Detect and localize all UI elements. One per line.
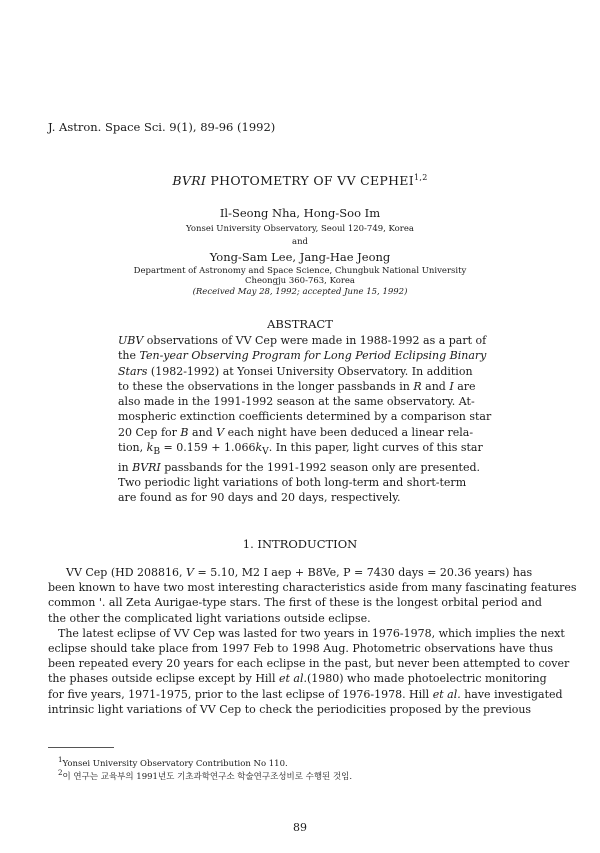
text-run: to these the observations in the longer passbands in — [118, 379, 414, 393]
section-heading: 1. INTRODUCTION — [242, 537, 358, 551]
text-run: 20 Cep for — [118, 425, 181, 439]
italic-term: UBV — [118, 334, 144, 347]
text-run: = 5.10, M2 I aep + B8Ve, P = 7430 days = 20.36 years) has — [194, 566, 533, 579]
text-run: and — [421, 379, 450, 393]
text-run: each night have been deduced a linear rela- — [224, 425, 474, 439]
text-run: VV Cep (HD 208816, — [66, 566, 187, 579]
italic-term: k — [255, 441, 263, 455]
text-run: the phases outside eclipse except by Hill — [48, 672, 279, 686]
italic-term: I — [449, 379, 454, 393]
title-footnote-marks: 1,2 — [413, 173, 428, 182]
text-run: are — [453, 379, 476, 393]
text-run: in — [118, 460, 133, 474]
abstract-line: also made in the 1991-1992 season at the same observatory. At- — [118, 395, 475, 409]
authors-group-1: Il-Seong Nha, Hong-Soo Im — [219, 206, 381, 220]
subscript: V — [262, 446, 269, 458]
body-line: The latest eclipse of VV Cep was lasted for two years in 1976-1978, which implies the next — [58, 626, 565, 640]
body-line — [48, 687, 563, 702]
received-dates: (Received May 28, 1992; accepted June 15, 1992) — [192, 287, 408, 297]
affiliation-2 — [0, 266, 600, 286]
body-line: been repeated every 20 years for each eclipse in the past, but never been attempted to cover — [48, 657, 570, 671]
abstract-line — [118, 425, 474, 440]
body-line: intrinsic light variations of VV Cep to check the periodicities proposed by the previous — [48, 702, 532, 716]
abstract-line: Two periodic light variations of both long-term and short-term — [118, 475, 467, 489]
footnote-text: 이 연구는 교육부의 1991년도 기초과학연구소 학술연구조성비로 수행된 것임. — [62, 771, 353, 782]
italic-term: R — [413, 379, 422, 393]
body-line: been known to have two most interesting characteristics aside from many fascinating features — [48, 581, 577, 595]
text-run: observations of VV Cep were made in 1988-1992 as a part of — [143, 334, 487, 347]
body-line: eclipse should take place from 1997 Feb to 1998 Aug. Photometric observations have thus — [48, 642, 554, 656]
footnote-2 — [58, 768, 352, 782]
page-number: 89 — [293, 821, 307, 834]
text-run: for five years, 1971-1975, prior to the last eclipse of 1976-1978. Hill — [48, 687, 433, 701]
abstract-line — [118, 379, 476, 394]
text-run: tion, — [118, 441, 147, 455]
italic-term: V — [216, 425, 225, 439]
footnote-1 — [58, 755, 288, 769]
abstract-line — [118, 348, 487, 363]
journal-reference: J. Astron. Space Sci. 9(1), 89-96 (1992) — [48, 120, 276, 134]
text-run: have investigated — [460, 687, 563, 701]
abstract-line — [118, 333, 487, 348]
abstract-line: mospheric extinction coefficients determined by a comparison star — [118, 410, 492, 424]
authors-conjunction: and — [292, 237, 308, 247]
footnote-mark: 2 — [58, 768, 63, 777]
abstract-line: are found as for 90 days and 20 days, respectively. — [118, 491, 401, 505]
footnote-divider — [48, 747, 114, 748]
body-line: common '. all Zeta Aurigae-type stars. The first of these is the longest orbital period and — [48, 596, 542, 610]
introduction-text — [48, 565, 577, 717]
italic-term: B — [180, 425, 189, 439]
italic-term: Ten-year Observing Program for Long Period Eclipsing Binary — [139, 349, 487, 363]
italic-term: k — [146, 441, 154, 455]
title-main: PHOTOMETRY OF VV CEPHEI — [206, 173, 414, 189]
abstract-line — [118, 364, 473, 379]
text-run: the — [118, 349, 140, 363]
subscript: B — [153, 446, 161, 458]
footnote-text: Yonsei University Observatory Contribution No 110. — [62, 758, 288, 769]
body-line — [48, 671, 554, 686]
text-run: . In this paper, light curves of this star — [268, 441, 483, 455]
paper-title — [0, 173, 600, 188]
text-run: and — [188, 425, 217, 439]
abstract-text — [118, 333, 492, 505]
affiliation-2-line-2: Cheongju 360-763, Korea — [245, 276, 355, 286]
italic-term: V — [186, 566, 194, 579]
abstract-heading: ABSTRACT — [267, 317, 333, 331]
body-line — [48, 565, 554, 580]
italic-term: BVRI — [132, 460, 161, 474]
abstract-line — [118, 440, 483, 459]
authors-group-2: Yong-Sam Lee, Jang-Hae Jeong — [209, 250, 391, 264]
affiliation-2-line-1: Department of Astronomy and Space Science, Chungbuk National University — [133, 266, 467, 276]
abstract-line — [118, 460, 481, 475]
text-run: passbands for the 1991-1992 season only are presented. — [160, 460, 481, 474]
text-run: (1982-1992) at Yonsei University Observatory. In addition — [147, 364, 473, 378]
body-line: the other the complicated light variations outside eclipse. — [48, 611, 371, 625]
text-run: = 0.159 + 1.066 — [160, 441, 256, 455]
footnote-mark: 1 — [58, 755, 63, 764]
italic-term: et al. — [278, 672, 307, 686]
italic-term: et al. — [432, 687, 461, 701]
text-run: (1980) who made photoelectric monitoring — [306, 672, 547, 686]
title-prefix: BVRI — [172, 173, 207, 189]
italic-term: Stars — [118, 364, 148, 378]
affiliation-1: Yonsei University Observatory, Seoul 120-749, Korea — [186, 224, 414, 234]
